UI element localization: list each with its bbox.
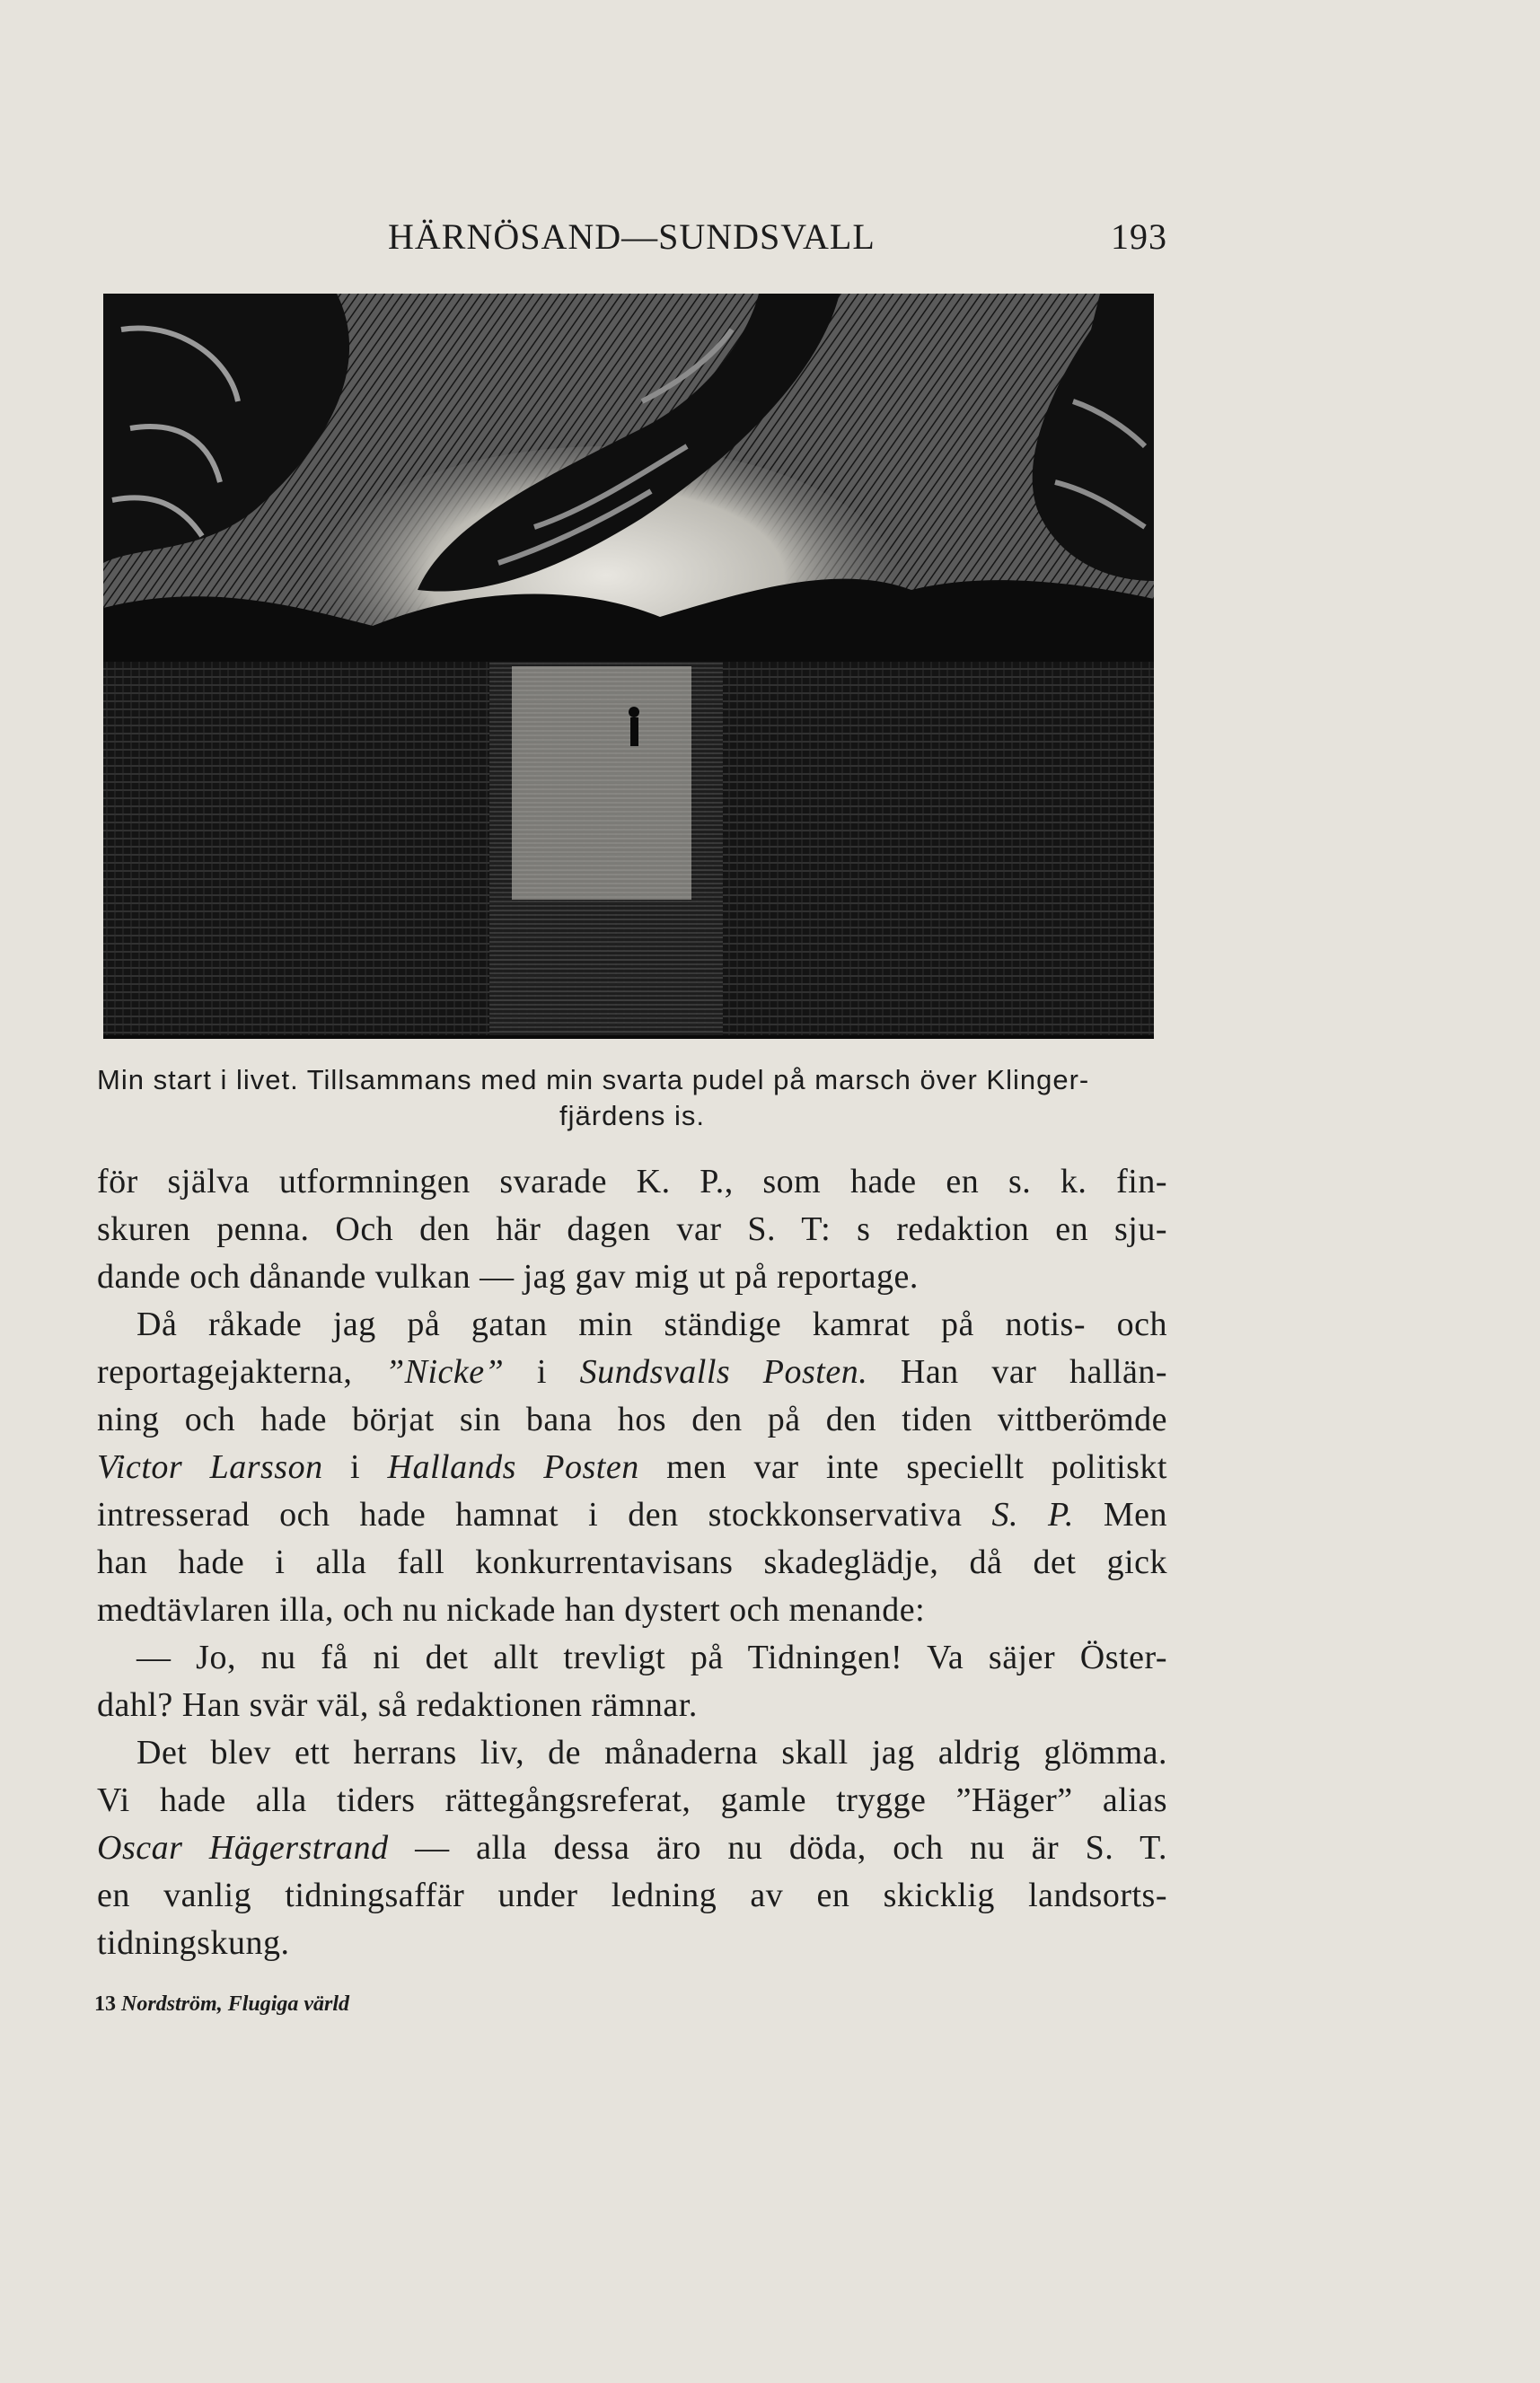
text-run: Han var hallän- xyxy=(867,1353,1167,1391)
newspaper-abbrev: S. P. xyxy=(991,1496,1074,1534)
body-text xyxy=(97,1158,1167,1967)
text-line: Vi hade alla tiders rättegångsreferat, gamle trygge ”Häger” alias xyxy=(97,1781,1167,1819)
text-line: skuren penna. Och den här dagen var S. T: s redaktion en sju- xyxy=(97,1210,1167,1248)
newspaper-name: Hallands Posten xyxy=(387,1448,639,1486)
text-line: dahl? Han svär väl, så redaktionen rämnar. xyxy=(97,1686,698,1724)
ink-illustration xyxy=(103,294,1154,1039)
newspaper-name: Sundsvalls Posten. xyxy=(579,1353,868,1391)
text-line xyxy=(97,1825,1167,1872)
text-line: medtävlaren illa, och nu nickade han dystert och menande: xyxy=(97,1591,926,1629)
person-name: Oscar Hägerstrand xyxy=(97,1829,389,1867)
signature-number: 13 xyxy=(94,1992,116,2016)
text-run: Men xyxy=(1073,1496,1168,1534)
illustration-caption xyxy=(97,1062,1167,1134)
text-line: han hade i alla fall konkurrentavisans skadeglädje, då det gick xyxy=(97,1543,1167,1581)
text-line: — Jo, nu få ni det allt trevligt på Tidningen! Va säjer Öster- xyxy=(136,1639,1167,1676)
text-line: tidningskung. xyxy=(97,1924,290,1962)
signature-mark xyxy=(94,1992,349,2017)
text-run: i xyxy=(504,1353,580,1391)
text-line: Då råkade jag på gatan min ständige kamrat på notis- och xyxy=(136,1306,1167,1343)
text-run: i xyxy=(322,1448,388,1486)
text-line: en vanlig tidningsaffär under ledning av en skicklig landsorts- xyxy=(97,1877,1167,1914)
caption-line-2: fjärdens is. xyxy=(559,1100,705,1131)
text-run: reportagejakterna, xyxy=(97,1353,385,1391)
text-run: — alla dessa äro nu döda, och nu är S. T. xyxy=(388,1829,1167,1867)
text-line xyxy=(97,1349,1167,1396)
page-number: 193 xyxy=(1111,216,1167,257)
text-line: dande och dånande vulkan — jag gav mig ut på reportage. xyxy=(97,1258,919,1296)
caption-line-1: Min start i livet. Tillsammans med min svarta pudel på marsch över Klinger- xyxy=(97,1064,1090,1095)
text-line xyxy=(97,1491,1167,1539)
text-line xyxy=(97,1444,1167,1491)
text-line: ning och hade börjat sin bana hos den på den tiden vittberömde xyxy=(97,1401,1167,1438)
text-line: för själva utformningen svarade K. P., som hade en s. k. fin- xyxy=(97,1163,1167,1200)
text-run: intresserad och hade hamnat i den stockkonservativa xyxy=(97,1496,992,1534)
person-name: Victor Larsson xyxy=(97,1448,323,1486)
illustration-drawing xyxy=(103,294,1154,1039)
text-line: Det blev ett herrans liv, de månaderna skall jag aldrig glömma. xyxy=(136,1734,1167,1772)
chapter-title: HÄRNÖSAND—SUNDSVALL xyxy=(388,216,876,257)
book-reference: Nordström, Flugiga värld xyxy=(121,1992,350,2016)
text-run: men var inte speciellt politiskt xyxy=(638,1448,1167,1486)
nickname: ”Nicke” xyxy=(384,1353,505,1391)
